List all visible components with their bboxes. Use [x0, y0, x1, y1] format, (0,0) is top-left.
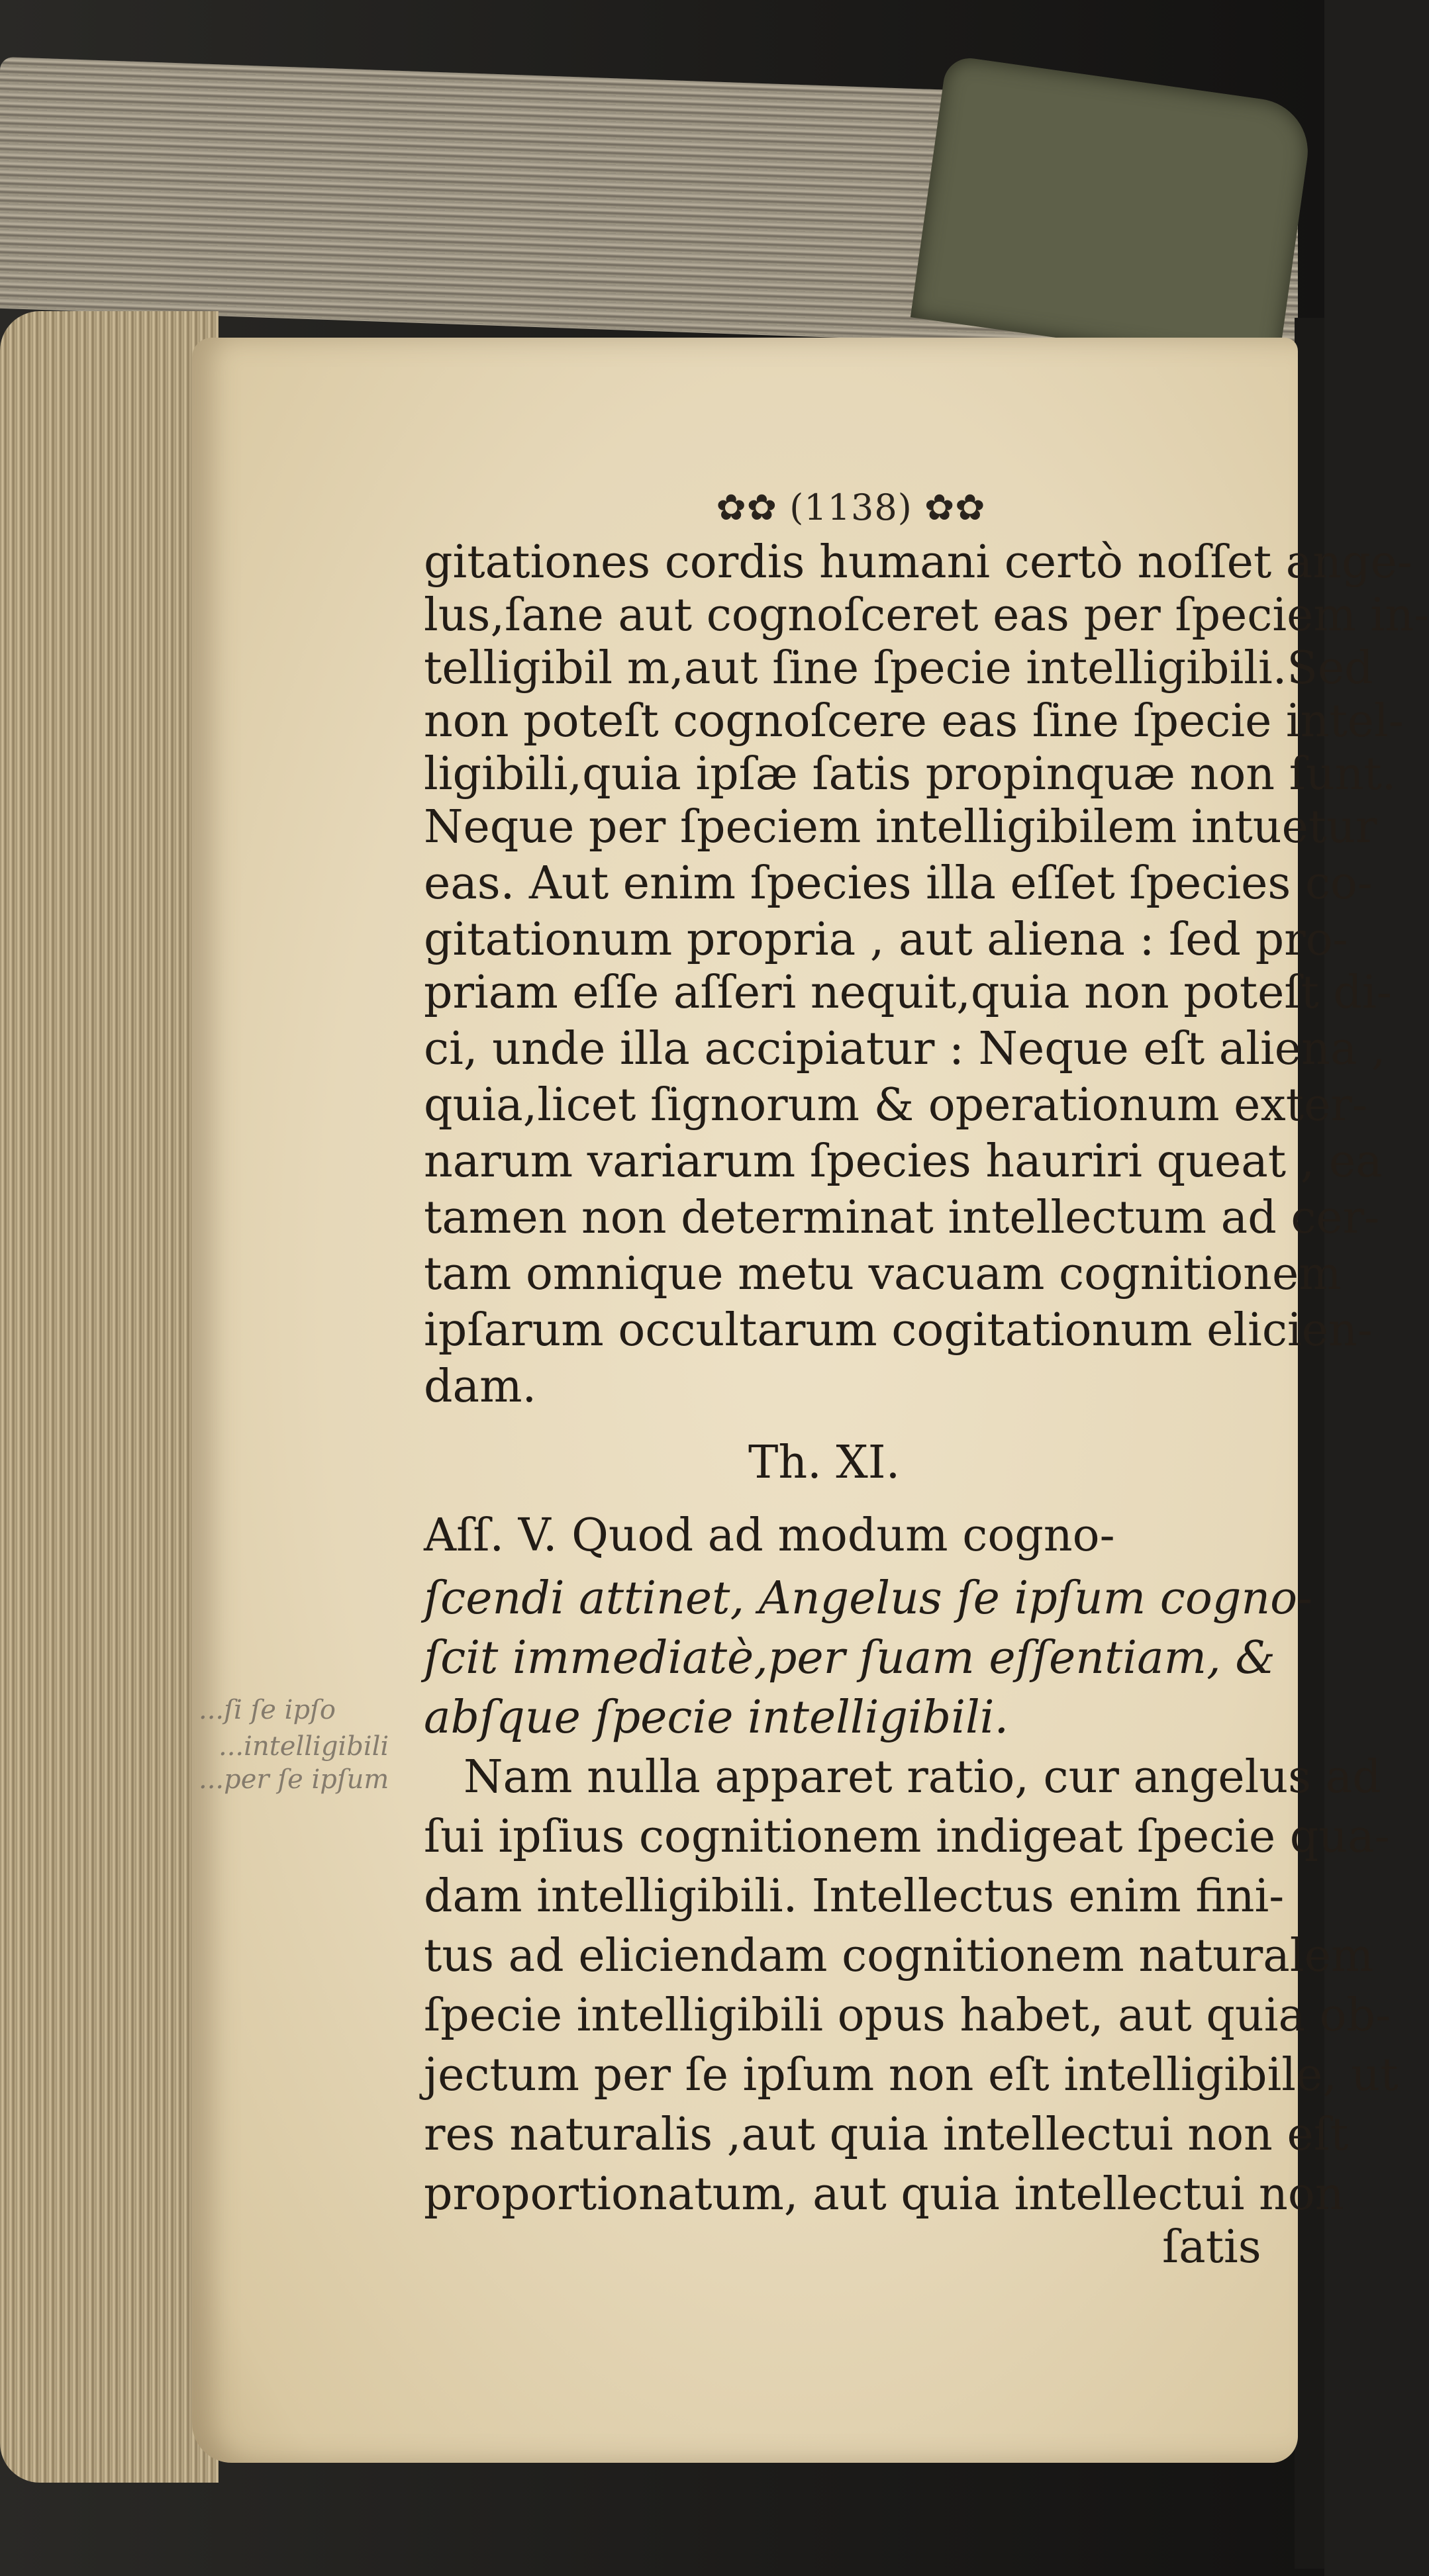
text-line: ligibili,quia ipſæ ſatis propinquæ non ſunt.: [424, 748, 1397, 800]
text-line: dam.: [424, 1360, 537, 1413]
page-number: (1138): [789, 487, 912, 528]
handwritten-margin-note: ...per ſe ipſum: [199, 1764, 389, 1795]
text-line: quia,licet ſignorum & operationum exter-: [424, 1079, 1367, 1131]
text-line: non poteſt cognoſcere eas ſine ſpecie intel-: [424, 695, 1404, 747]
assertion-line: Aſſ. V. Quod ad modum cogno-: [424, 1509, 1115, 1562]
text-line: eas. Aut enim ſpecies illa eſſet ſpecies co-: [424, 857, 1373, 910]
section-heading: Th. XI.: [748, 1437, 901, 1489]
text-line: dam intelligibili. Intellectus enim fini-: [424, 1870, 1285, 1923]
assertion-line: abſque ſpecie intelligibili.: [424, 1692, 1009, 1744]
text-line: res naturalis ,aut quia intellectui non eſt: [424, 2109, 1349, 2161]
catchword: ſatis: [1162, 2221, 1261, 2273]
text-line: ſui ipſius cognitionem indigeat ſpecie qua-: [424, 1811, 1390, 1863]
header-ornament-left: ✿✿: [716, 487, 778, 528]
text-line: tamen non determinat intellectum ad cer-: [424, 1192, 1380, 1244]
assertion-line: ſcit immediatè,per ſuam eſſentiam, &: [424, 1632, 1275, 1684]
text-line: proportionatum, aut quia intellectui non: [424, 2168, 1344, 2220]
text-line: gitationes cordis humani certò noſſet ange-: [424, 536, 1412, 589]
text-line: tus ad eliciendam cognitionem naturalem: [424, 1930, 1374, 1982]
text-line: jectum per ſe ipſum non eſt intelligibile, ut: [424, 2049, 1399, 2101]
text-line: ipſarum occultarum cogitationum elicien-: [424, 1304, 1373, 1357]
handwritten-margin-note: ...ſi ſe ipſo: [199, 1695, 336, 1725]
assertion-line: ſcendi attinet, Angelus ſe ipſum cogno-: [424, 1572, 1313, 1625]
page-header: [705, 487, 997, 528]
text-line: Nam nulla apparet ratio, cur angelus ad: [464, 1751, 1381, 1803]
book-page-edges: [0, 311, 219, 2483]
text-line: narum variarum ſpecies hauriri queat , ea: [424, 1135, 1383, 1188]
text-line: lus,ſane aut cognoſceret eas per ſpeciem in-: [424, 589, 1429, 642]
book-cover-corner: [911, 55, 1314, 369]
text-line: Neque per ſpeciem intelligibilem intuetur: [424, 801, 1377, 853]
text-line: telligibil m,aut ſine ſpecie intelligibili.Sed: [424, 642, 1373, 694]
text-line: tam omnique metu vacuam cognitionem: [424, 1248, 1342, 1300]
text-line: ſpecie intelligibili opus habet, aut quia ob-: [424, 1989, 1391, 2042]
text-line: priam eſſe aſſeri nequit,quia non poteſt di-: [424, 967, 1392, 1019]
header-ornament-right: ✿✿: [924, 487, 986, 528]
text-line: gitationum propria , aut aliena : ſed pro-: [424, 914, 1348, 966]
handwritten-margin-note: ...intelligibili: [219, 1731, 389, 1762]
text-line: ci, unde illa accipiatur : Neque eſt aliena ,: [424, 1023, 1386, 1075]
